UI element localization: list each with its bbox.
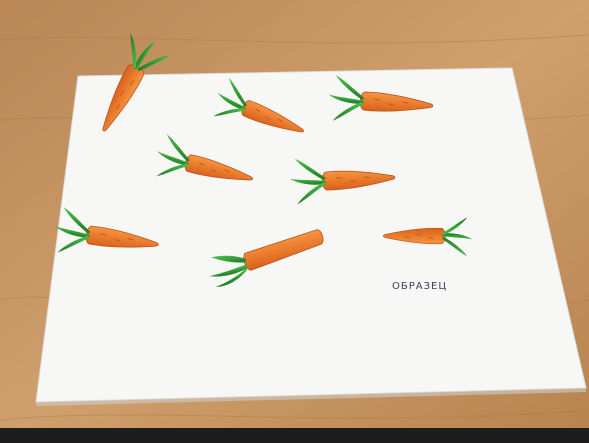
photo-bottom-edge (0, 428, 589, 443)
sample-label: ОБРАЗЕЦ (392, 281, 448, 292)
